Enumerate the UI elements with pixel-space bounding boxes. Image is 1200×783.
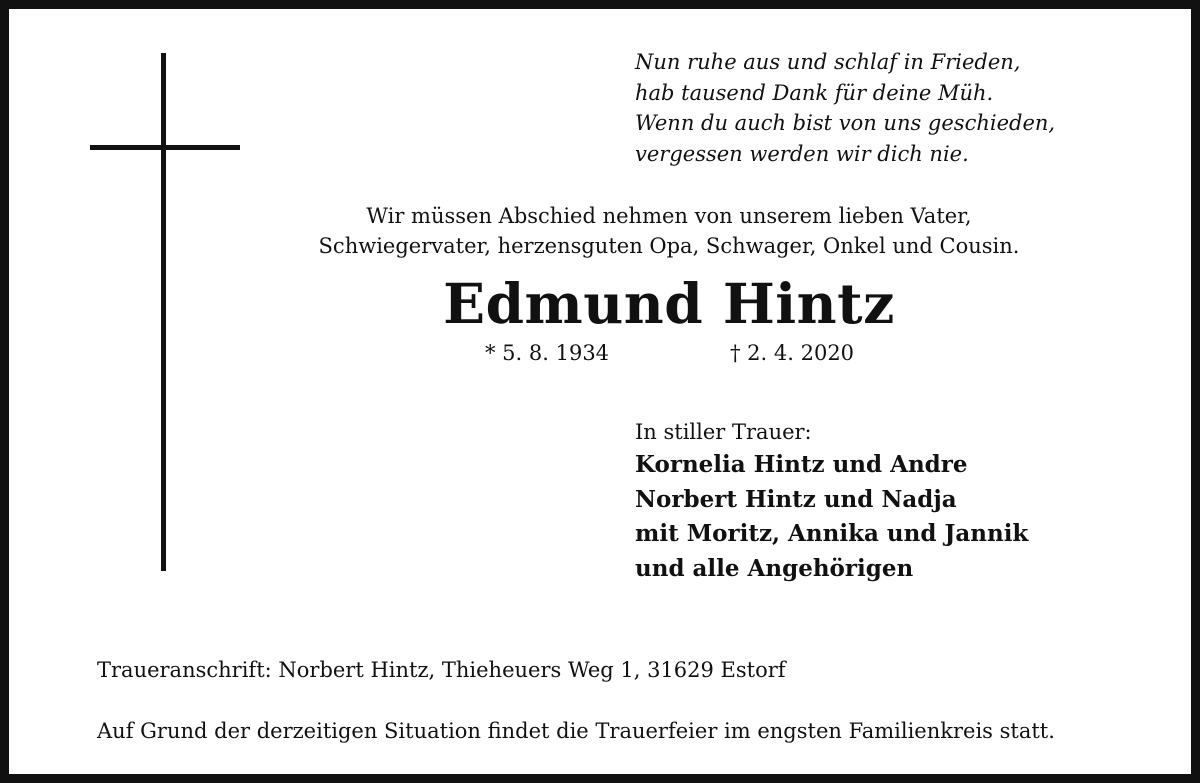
- poem-line: Wenn du auch bist von uns geschieden,: [635, 111, 1056, 135]
- mourners-block: [635, 416, 1175, 586]
- memorial-poem: [635, 47, 1155, 169]
- farewell-intro: [241, 201, 1097, 261]
- funeral-note: Auf Grund der derzeitigen Situation findet die Trauerfeier im engsten Familienkreis statt.: [97, 719, 1055, 743]
- poem-line: hab tausend Dank für deine Müh.: [635, 80, 994, 105]
- poem-line: vergessen werden wir dich nie.: [635, 141, 969, 166]
- mourning-label: In stiller Trauer:: [635, 420, 812, 444]
- intro-line: Schwiegervater, herzensguten Opa, Schwager, Onkel und Cousin.: [318, 234, 1020, 258]
- mourner-name: und alle Angehörigen: [635, 554, 914, 582]
- mourner-name: Norbert Hintz und Nadja: [635, 485, 957, 513]
- cross-horizontal-bar: [90, 145, 240, 150]
- deceased-name: Edmund Hintz: [443, 271, 895, 336]
- mourner-name: mit Moritz, Annika und Jannik: [635, 520, 1029, 547]
- death-date: † 2. 4. 2020: [730, 341, 855, 365]
- mourning-address: Traueranschrift: Norbert Hintz, Thieheuers Weg 1, 31629 Estorf: [97, 658, 786, 682]
- poem-line: Nun ruhe aus und schlaf in Frieden,: [635, 50, 1021, 74]
- mourner-name: Kornelia Hintz und Andre: [635, 451, 968, 478]
- birth-date: * 5. 8. 1934: [485, 341, 610, 365]
- cross-vertical-bar: [161, 53, 166, 571]
- intro-line: Wir müssen Abschied nehmen von unserem lieben Vater,: [366, 204, 972, 228]
